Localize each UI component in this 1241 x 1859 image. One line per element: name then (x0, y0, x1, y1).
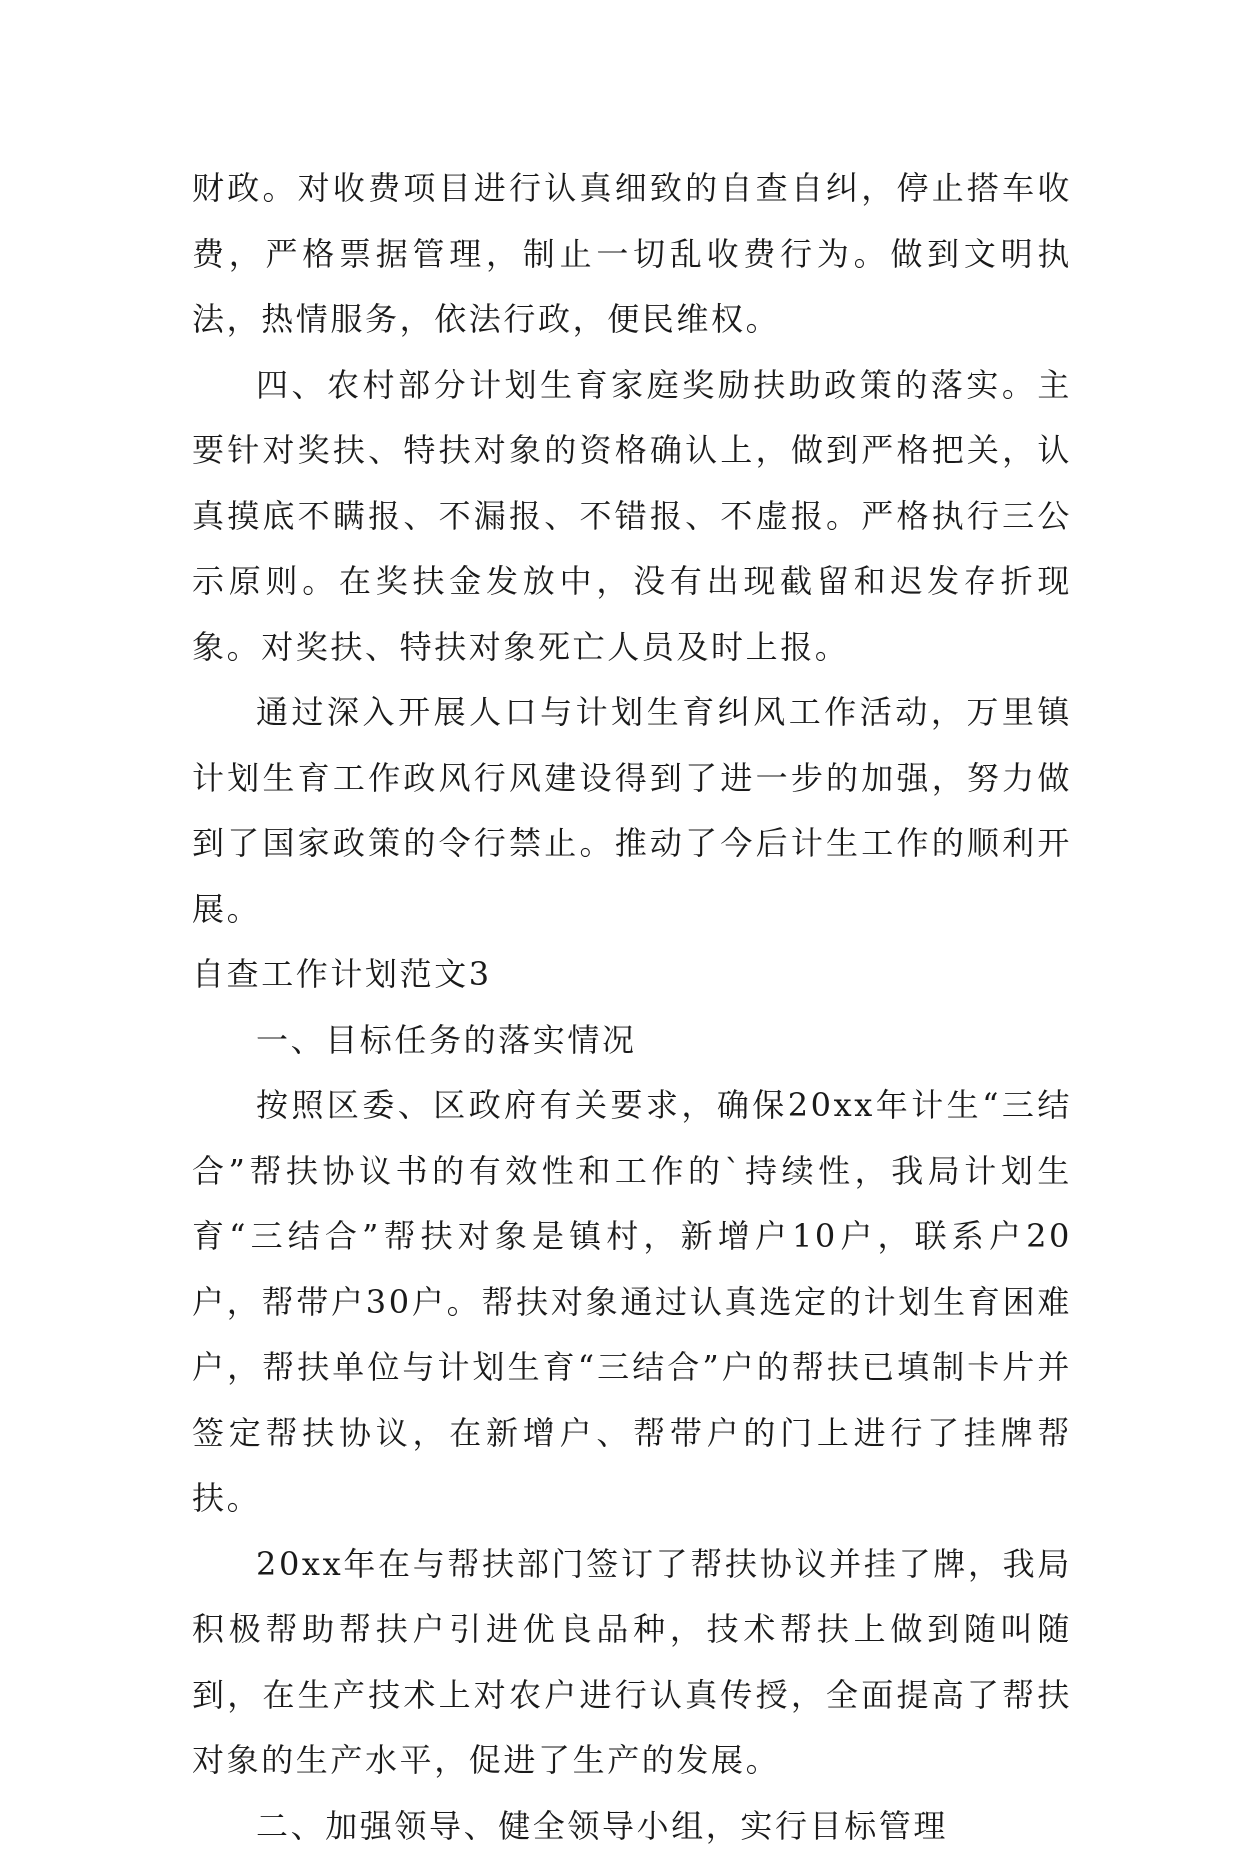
section-heading: 自查工作计划范文3 (192, 942, 1072, 1008)
paragraph: 通过深入开展人口与计划生育纠风工作活动，万里镇计划生育工作政风行风建设得到了进一步的加强，努力做到了国家政策的令行禁止。推动了今后计生工作的顺利开展。 (192, 680, 1072, 942)
paragraph: 20xx年在与帮扶部门签订了帮扶协议并挂了牌，我局积极帮助帮扶户引进优良品种，技术帮扶上做到随叫随到，在生产技术上对农户进行认真传授，全面提高了帮扶对象的生产水平，促进了生产的发展。 (192, 1532, 1072, 1794)
document-body (192, 156, 1072, 1859)
subsection-heading: 一、目标任务的落实情况 (192, 1008, 1072, 1074)
paragraph: 财政。对收费项目进行认真细致的自查自纠，停止搭车收费，严格票据管理，制止一切乱收费行为。做到文明执法，热情服务，依法行政，便民维权。 (192, 156, 1072, 353)
subsection-heading: 二、加强领导、健全领导小组，实行目标管理 (192, 1794, 1072, 1859)
paragraph: 按照区委、区政府有关要求，确保20xx年计生“三结合”帮扶协议书的有效性和工作的`持续性，我局计划生育“三结合”帮扶对象是镇村，新增户10户，联系户20户，帮带户30户。帮扶对象通过认真选定的计划生育困难户，帮扶单位与计划生育“三结合”户的帮扶已填制卡片并签定帮扶协议，在新增户、帮带户的门上进行了挂牌帮扶。 (192, 1073, 1072, 1532)
paragraph: 四、农村部分计划生育家庭奖励扶助政策的落实。主要针对奖扶、特扶对象的资格确认上，做到严格把关，认真摸底不瞒报、不漏报、不错报、不虚报。严格执行三公示原则。在奖扶金发放中，没有出现截留和迟发存折现象。对奖扶、特扶对象死亡人员及时上报。 (192, 353, 1072, 681)
